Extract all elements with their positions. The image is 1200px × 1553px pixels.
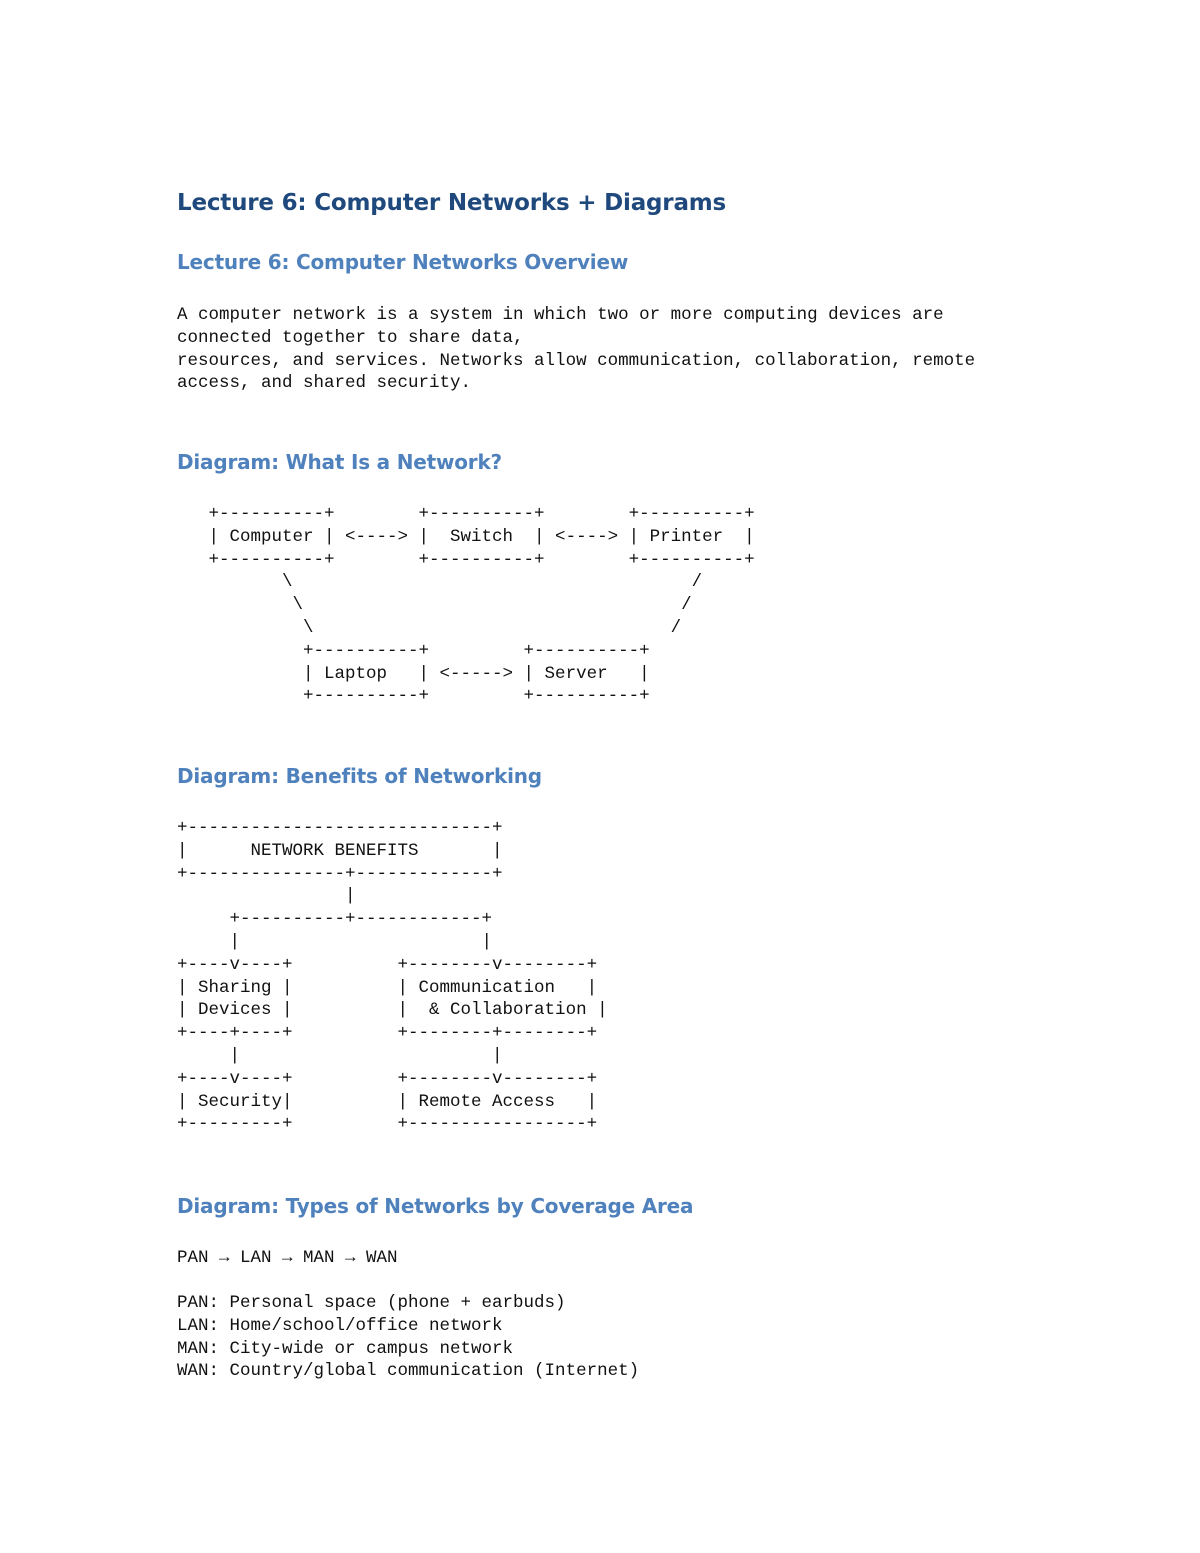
network-types-list: PAN: Personal space (phone + earbuds) LAN: Home/school/office network MAN: City-wide or campus network WAN: Country/global communication (Internet) (177, 1293, 640, 1382)
network-types-heading: Diagram: Types of Networks by Coverage Area (177, 1194, 694, 1218)
benefits-heading: Diagram: Benefits of Networking (177, 764, 542, 788)
benefits-ascii-diagram: +-----------------------------+ | NETWORK BENEFITS | +---------------+-------------+ | +----------+------------+ | | +----v----+ +--------v--------+ | Sharing | | Communication | | Devices | | & Collaboration | +----+----+ +--------+--------+ | | +----v----+ +--------v--------+ | Security| | Remote Access | +---------+ +-----------------+ (177, 818, 608, 1135)
network-ascii-diagram: +----------+ +----------+ +----------+ | Computer | <----> | Switch | <----> | Printer | +----------+ +----------+ +----------+ \ / \ / \ / +----------+ +----------+ | Laptop | <-----> | Server | +----------+ +----------+ (208, 504, 755, 707)
what-is-network-heading: Diagram: What Is a Network? (177, 450, 502, 474)
page-title: Lecture 6: Computer Networks + Diagrams (177, 190, 727, 216)
overview-heading: Lecture 6: Computer Networks Overview (177, 250, 629, 274)
network-types-chain: PAN → LAN → MAN → WAN (177, 1248, 398, 1268)
overview-paragraph: A computer network is a system in which two or more computing devices are connected together to share data, resources, and services. Networks allow communication, collaboration, remote access, and shared security. (177, 305, 976, 394)
